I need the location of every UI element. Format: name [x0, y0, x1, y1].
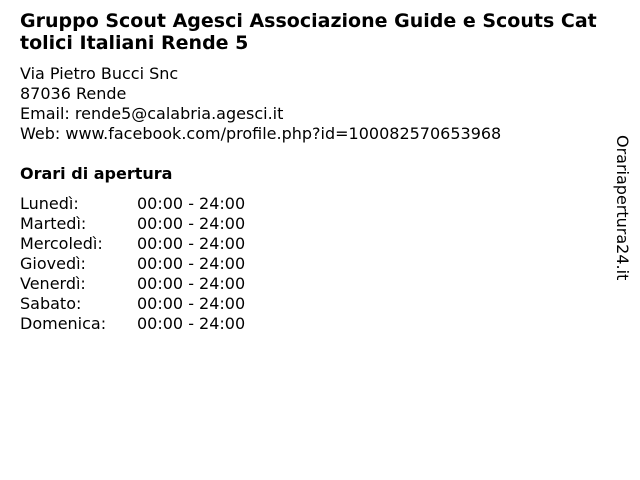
- time-range: 00:00 - 24:00: [137, 294, 246, 313]
- hours-row-thursday: [20, 254, 600, 274]
- hours-row-tuesday: [20, 214, 600, 234]
- time-range: 00:00 - 24:00: [137, 234, 246, 253]
- site-watermark: [608, 135, 638, 315]
- street-address: Via Pietro Bucci Snc: [20, 64, 179, 83]
- email-line: Email: rende5@calabria.agesci.it: [20, 104, 284, 123]
- time-range: 00:00 - 24:00: [137, 314, 246, 333]
- day-label: Sabato:: [20, 294, 82, 313]
- business-card: [20, 10, 600, 334]
- watermark-text: Orariapertura24.it: [613, 135, 632, 281]
- hours-row-saturday: [20, 294, 600, 314]
- time-range: 00:00 - 24:00: [137, 254, 246, 273]
- city-postal: 87036 Rende: [20, 84, 127, 103]
- hours-row-monday: [20, 194, 600, 214]
- hours-row-wednesday: [20, 234, 600, 254]
- day-label: Mercoledì:: [20, 234, 103, 253]
- day-label: Domenica:: [20, 314, 107, 333]
- business-title: Gruppo Scout Agesci Associazione Guide e Scouts Cattolici Italiani Rende 5: [20, 10, 597, 54]
- day-label: Giovedì:: [20, 254, 86, 273]
- time-range: 00:00 - 24:00: [137, 194, 246, 213]
- hours-heading: Orari di apertura: [20, 164, 173, 183]
- day-label: Lunedì:: [20, 194, 79, 213]
- time-range: 00:00 - 24:00: [137, 214, 246, 233]
- hours-row-sunday: [20, 314, 600, 334]
- day-label: Martedì:: [20, 214, 87, 233]
- day-label: Venerdì:: [20, 274, 86, 293]
- time-range: 00:00 - 24:00: [137, 274, 246, 293]
- hours-table: [20, 194, 600, 334]
- website-line: Web: www.facebook.com/profile.php?id=100082570653968: [20, 124, 502, 143]
- address-block: [20, 64, 600, 144]
- hours-row-friday: [20, 274, 600, 294]
